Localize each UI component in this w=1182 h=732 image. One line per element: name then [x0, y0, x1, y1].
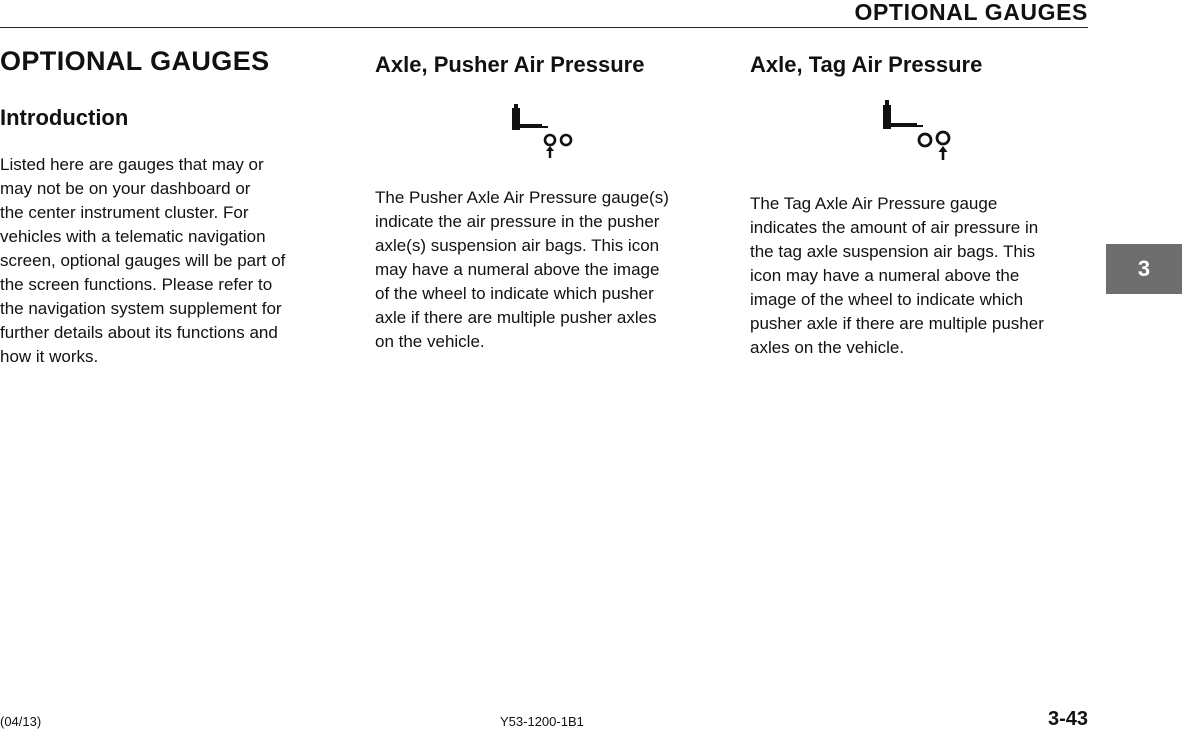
text-line: screen, optional gauges will be part of — [0, 251, 286, 270]
text-line: the navigation system supplement for — [0, 299, 282, 318]
text-line: indicates the amount of air pressure in — [750, 218, 1039, 237]
footer-page-number: 3-43 — [1047, 708, 1088, 730]
text-line: image of the wheel to indicate which — [750, 290, 1024, 309]
pusher-axle-air-pressure-icon — [510, 100, 584, 164]
text-line: the tag axle suspension air bags. This — [750, 242, 1036, 261]
text-line: vehicles with a telematic navigation — [0, 227, 266, 246]
tag-axle-air-pressure-icon — [880, 96, 960, 166]
introduction-heading: Introduction — [0, 105, 129, 130]
introduction-text — [0, 153, 350, 369]
tag-axle-text — [750, 192, 1100, 360]
running-header-title: OPTIONAL GAUGES — [854, 0, 1088, 25]
text-line: axles on the vehicle. — [750, 338, 905, 357]
pusher-axle-text — [375, 186, 735, 354]
text-line: the center instrument cluster. For — [0, 203, 249, 222]
text-line: the screen functions. Please refer to — [0, 275, 273, 294]
text-line: axle(s) suspension air bags. This icon — [375, 236, 660, 255]
pusher-axle-heading: Axle, Pusher Air Pressure — [375, 52, 645, 77]
text-line: further details about its functions and — [0, 323, 278, 342]
footer-doc-number: Y53-1200-1B1 — [500, 714, 584, 729]
chapter-tab: 3 — [1106, 244, 1182, 294]
page-heading: OPTIONAL GAUGES — [0, 46, 270, 76]
text-line: may have a numeral above the image — [375, 260, 660, 279]
text-line: may not be on your dashboard or — [0, 179, 251, 198]
text-line: The Tag Axle Air Pressure gauge — [750, 194, 998, 213]
text-line: icon may have a numeral above the — [750, 266, 1020, 285]
text-line: on the vehicle. — [375, 332, 485, 351]
text-line: axle if there are multiple pusher axles — [375, 308, 657, 327]
footer-date: (04/13) — [0, 714, 42, 729]
text-line: of the wheel to indicate which pusher — [375, 284, 654, 303]
tag-axle-heading: Axle, Tag Air Pressure — [750, 52, 983, 77]
text-line: indicate the air pressure in the pusher — [375, 212, 660, 231]
text-line: pusher axle if there are multiple pusher — [750, 314, 1044, 333]
text-line: The Pusher Axle Air Pressure gauge(s) — [375, 188, 669, 207]
header-rule — [0, 27, 1088, 28]
text-line: Listed here are gauges that may or — [0, 155, 264, 174]
text-line: how it works. — [0, 347, 99, 366]
